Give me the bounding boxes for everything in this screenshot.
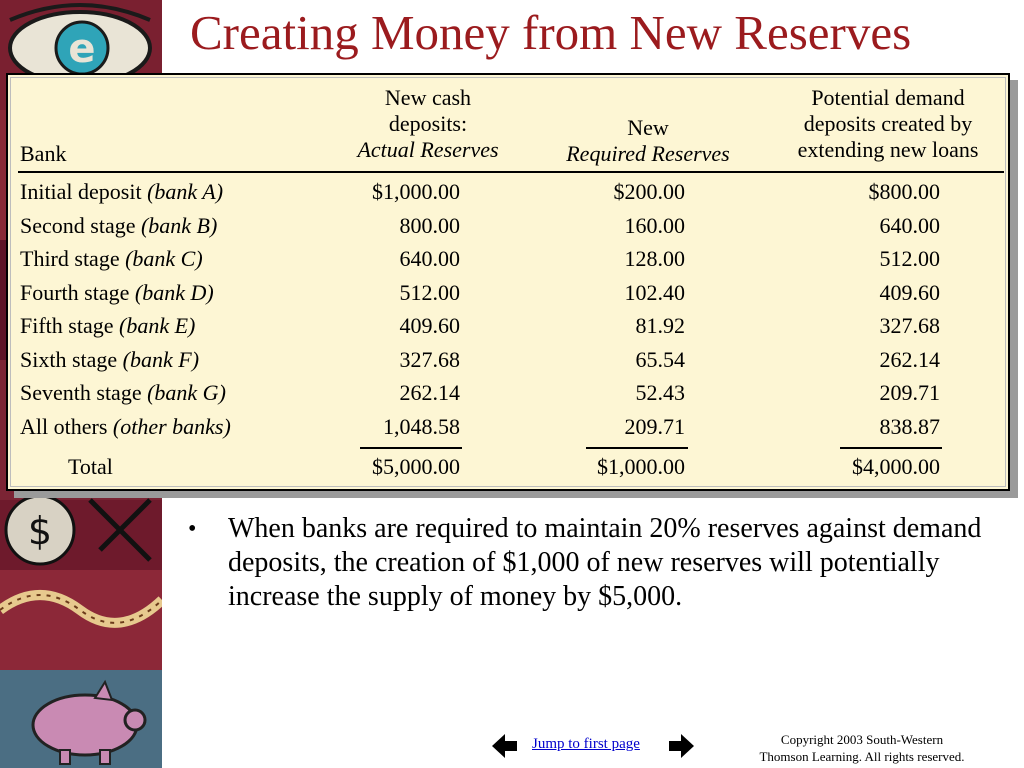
slide-title: Creating Money from New Reserves <box>190 5 912 60</box>
table-total-row: Total $5,000.00 $1,000.00 $4,000.00 <box>68 454 940 479</box>
ribbon-decoration-icon <box>0 570 162 670</box>
reserves-table <box>6 73 1010 491</box>
sum-rule-potential <box>840 447 942 449</box>
table-row: Second stage (bank B) 800.00 160.00 640.00 <box>20 213 940 238</box>
header-rule <box>18 171 1004 173</box>
table-row: Initial deposit (bank A) $1,000.00 $200.00 $800.00 <box>20 179 940 204</box>
header-required-reserves: New Required Reserves <box>566 115 730 166</box>
sum-rule-required <box>586 447 688 449</box>
table-row: Seventh stage (bank G) 262.14 52.43 209.71 <box>20 380 940 405</box>
copyright-notice: Copyright 2003 South-Western Thomson Learning. All rights reserved. <box>759 732 965 764</box>
table-row: Third stage (bank C) 640.00 128.00 512.00 <box>20 246 940 271</box>
bullet-marker: • <box>188 516 197 542</box>
piggy-bank-icon <box>0 670 162 768</box>
dollar-sign-icon <box>0 490 162 570</box>
next-arrow-icon[interactable] <box>668 733 694 759</box>
previous-arrow-icon[interactable] <box>492 733 518 759</box>
bullet-text: When banks are required to maintain 20% reserves against demand deposits, the creation of $1,000 of new reserves will potentially increase the supply of money by $5,000. <box>228 513 982 612</box>
header-potential-deposits: Potential demand deposits created by extending new loans <box>797 85 979 162</box>
svg-text:e: e <box>68 26 96 72</box>
svg-text:$: $ <box>27 509 53 553</box>
table-row: All others (other banks) 1,048.58 209.71 838.87 <box>20 414 940 439</box>
table-row: Sixth stage (bank F) 327.68 65.54 262.14 <box>20 347 940 372</box>
table-row: Fifth stage (bank E) 409.60 81.92 327.68 <box>20 313 940 338</box>
header-bank: Bank <box>20 141 67 166</box>
jump-to-first-page-link[interactable]: Jump to first page <box>532 736 640 752</box>
table-row: Fourth stage (bank D) 512.00 102.40 409.60 <box>20 280 940 305</box>
header-actual-reserves: New cash deposits: Actual Reserves <box>357 85 499 162</box>
sum-rule-actual <box>360 447 462 449</box>
